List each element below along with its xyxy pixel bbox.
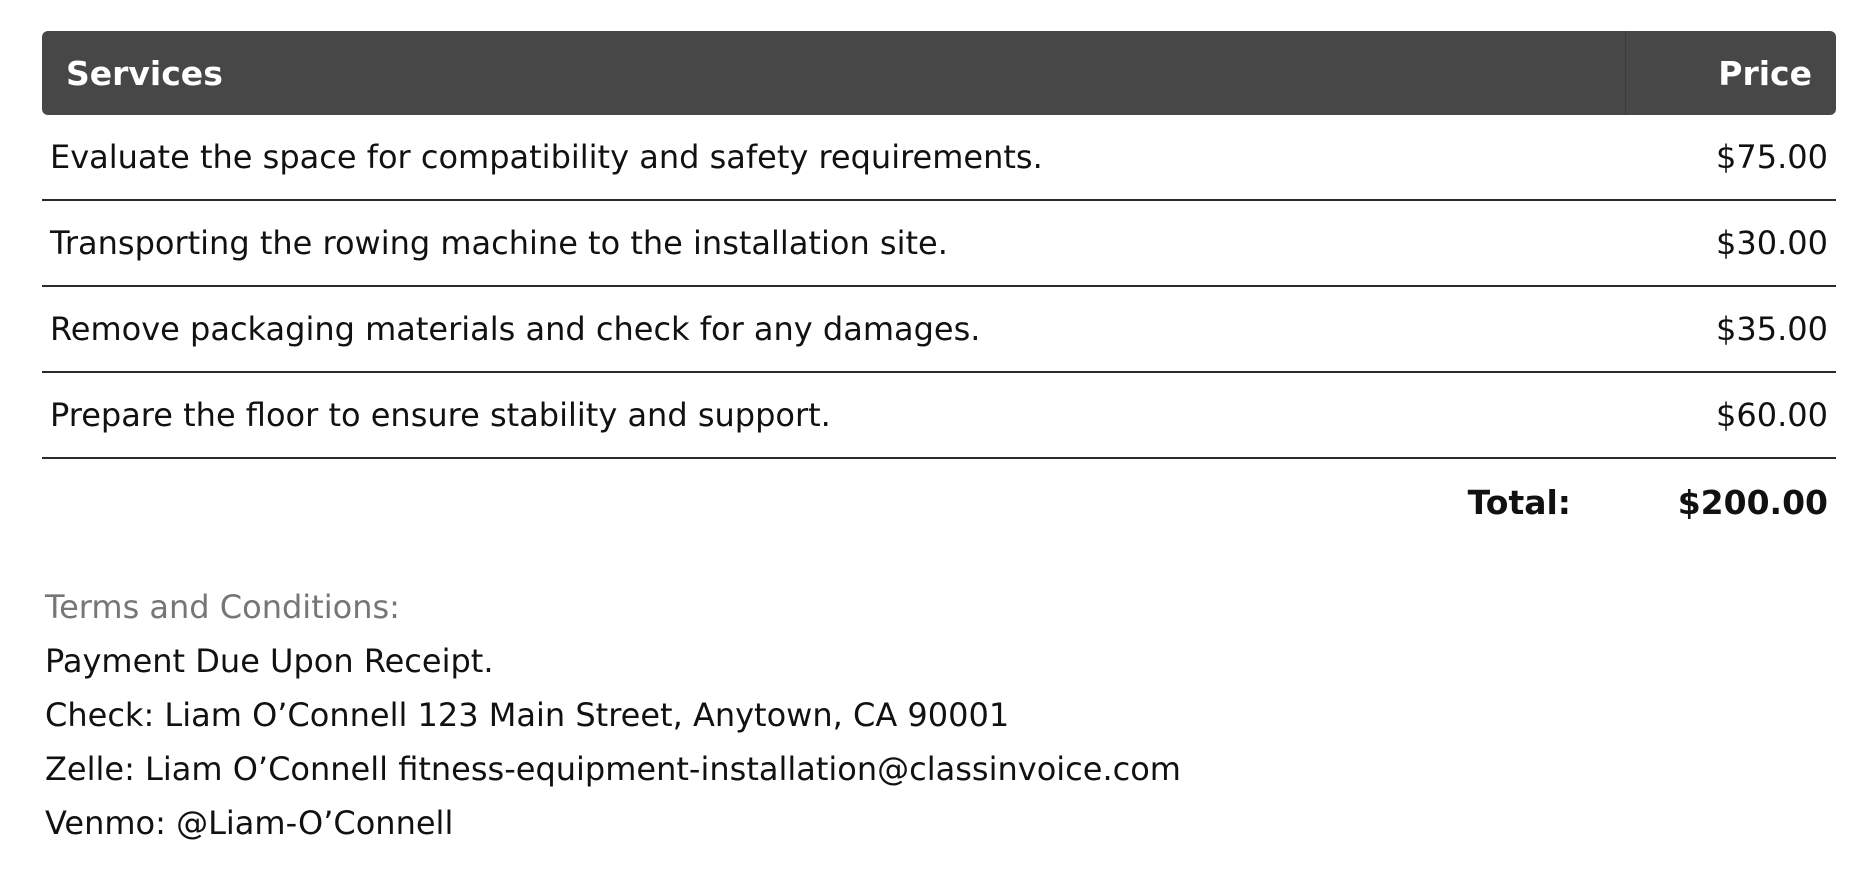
total-row [42, 459, 1836, 545]
price-column-header: Price [1625, 31, 1836, 115]
table-footer [42, 459, 1836, 545]
table-row [42, 115, 1836, 201]
service-description: Remove packaging materials and check for any damages. [42, 287, 1625, 373]
service-description: Evaluate the space for compatibility and safety requirements. [42, 115, 1625, 201]
services-table [42, 31, 1836, 545]
table-row [42, 287, 1836, 373]
service-price: $30.00 [1625, 201, 1836, 287]
service-price: $75.00 [1625, 115, 1836, 201]
zelle-payment-line: Zelle: Liam O’Connell fitness-equipment-installation@classinvoice.com [45, 750, 1181, 788]
invoice-section [42, 31, 1836, 545]
service-price: $35.00 [1625, 287, 1836, 373]
venmo-payment-line: Venmo: @Liam-O’Connell [45, 804, 454, 842]
total-label: Total: [1467, 482, 1571, 522]
check-payment-line: Check: Liam O’Connell 123 Main Street, Anytown, CA 90001 [45, 696, 1010, 734]
table-row [42, 201, 1836, 287]
payment-due-line: Payment Due Upon Receipt. [45, 642, 494, 680]
table-header-row [42, 31, 1836, 115]
service-description: Prepare the floor to ensure stability and support. [42, 373, 1625, 459]
terms-heading: Terms and Conditions: [45, 588, 400, 626]
service-description: Transporting the rowing machine to the installation site. [42, 201, 1625, 287]
services-column-header: Services [42, 31, 1625, 115]
table-row [42, 373, 1836, 459]
table-header [42, 31, 1836, 115]
service-price: $60.00 [1625, 373, 1836, 459]
table-body [42, 115, 1836, 459]
terms-section [45, 580, 1745, 850]
total-amount: $200.00 [1677, 482, 1828, 522]
